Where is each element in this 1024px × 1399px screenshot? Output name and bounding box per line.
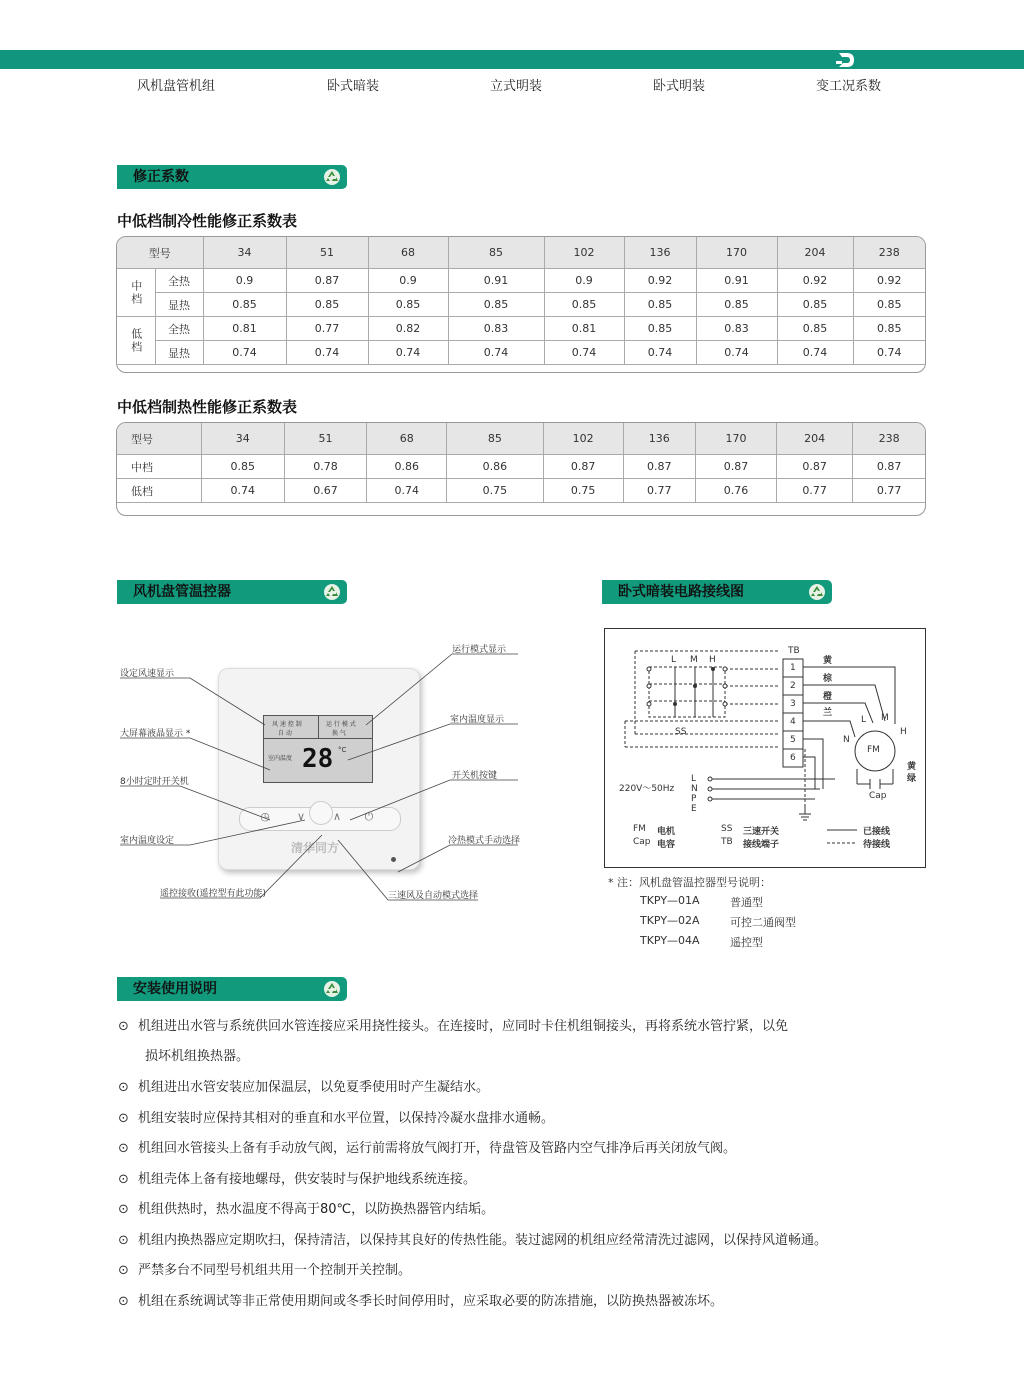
model-cell: 34 (203, 237, 286, 269)
cell: 0.85 (777, 317, 853, 341)
bullet-icon: ⊙ (118, 1111, 129, 1126)
cell: 0.74 (368, 341, 448, 365)
cell: 0.81 (203, 317, 286, 341)
power-label: 220V～50Hz (619, 784, 675, 794)
cooling-table-title: 中低档制冷性能修正系数表 (117, 212, 298, 230)
table-header-row (117, 423, 925, 455)
bullet-icon: ⊙ (118, 1172, 129, 1187)
list-item (145, 1045, 249, 1064)
cell: 0.74 (544, 341, 624, 365)
model-note-title: * 注：风机盘管温控器型号说明： (608, 876, 771, 889)
table-row (117, 293, 925, 317)
callout-fan-speed: 设定风速显示 (120, 669, 175, 679)
section-header-wiring (602, 580, 832, 604)
ss-label: SS (675, 727, 687, 737)
lcd-mode-label: 运 行 模 式 (326, 721, 356, 728)
list-item (118, 1137, 736, 1156)
callout-set-temp: 室内温度设定 (120, 836, 175, 846)
cell: 0.74 (624, 341, 696, 365)
cell: 0.75 (543, 479, 623, 503)
bullet-icon: ⊙ (118, 1294, 129, 1309)
cell: 0.92 (777, 269, 853, 293)
cell: 0.77 (853, 479, 925, 503)
recycle-icon (323, 583, 341, 601)
callout-mode-display: 运行模式显示 (452, 645, 507, 655)
model-cell: 204 (777, 237, 853, 269)
legend-ss-name: 三速开关 (743, 827, 780, 837)
nav-item-horizontal-concealed[interactable]: 卧式暗装 (327, 79, 380, 94)
model-cell: 68 (368, 237, 448, 269)
group-label-mid: 中档 (117, 269, 155, 317)
model-code-2: TKPY—02A (640, 914, 700, 927)
legend-fm: FM (633, 824, 646, 834)
cell: 0.87 (286, 269, 368, 293)
list-item (118, 1107, 554, 1126)
wire-color-blue: 兰 (823, 708, 833, 718)
power-line-l: L (691, 774, 697, 784)
brand-logo-icon (836, 50, 856, 69)
model-desc-2: 可控二通阀型 (730, 916, 796, 929)
list-item-text: 机组安装时应保持其相对的垂直和水平位置，以保持冷凝水盘排水通畅。 (138, 1111, 555, 1126)
cell: 0.74 (777, 341, 853, 365)
cell: 0.9 (544, 269, 624, 293)
cell: 0.85 (853, 317, 925, 341)
cell: 0.74 (286, 341, 368, 365)
heating-table-title: 中低档制热性能修正系数表 (117, 398, 298, 416)
cell: 0.74 (696, 341, 777, 365)
cap-label: Cap (869, 791, 887, 801)
list-item (118, 1015, 788, 1034)
cell: 0.74 (367, 479, 447, 503)
list-item (118, 1076, 489, 1095)
timer-button[interactable]: ◷ (260, 810, 270, 823)
cell: 0.87 (695, 455, 776, 479)
power-line-e: E (691, 804, 697, 814)
bullet-icon: ⊙ (118, 1019, 129, 1034)
cell: 0.77 (286, 317, 368, 341)
cell: 0.82 (368, 317, 448, 341)
table-row (117, 455, 925, 479)
cooling-table (116, 236, 926, 373)
cell: 0.74 (203, 341, 286, 365)
cell: 0.74 (201, 479, 284, 503)
cell: 0.85 (696, 293, 777, 317)
list-item-text: 机组在系统调试等非正常使用期间或冬季长时间停用时，应采取必要的防冻措施，以防换热器被冻坏。 (138, 1294, 724, 1309)
cell: 0.86 (367, 455, 447, 479)
cell: 0.92 (853, 269, 925, 293)
recycle-icon (323, 168, 341, 186)
bullet-icon: ⊙ (118, 1233, 129, 1248)
list-item-text: 机组供热时，热水温度不得高于80℃，以防换热器管内结垢。 (138, 1202, 495, 1217)
list-item-text: 损坏机组换热器。 (145, 1049, 250, 1064)
model-cell: 136 (624, 237, 696, 269)
row-label: 中档 (117, 455, 201, 479)
model-desc-1: 普通型 (730, 896, 763, 909)
model-cell: 51 (284, 423, 366, 455)
model-header: 型号 (117, 423, 201, 455)
list-item (118, 1198, 494, 1217)
bullet-icon: ⊙ (118, 1141, 129, 1156)
terminal-3: 3 (790, 699, 796, 709)
cell: 0.85 (286, 293, 368, 317)
section-title: 安装使用说明 (133, 981, 217, 997)
model-cell: 136 (623, 423, 695, 455)
section-title: 修正系数 (133, 169, 189, 185)
list-item-text: 机组进出水管安装应加保温层，以免夏季使用时产生凝结水。 (138, 1080, 490, 1095)
callout-three-speed: 三速风及自动模式选择 (388, 891, 479, 901)
cell: 0.81 (544, 317, 624, 341)
temp-up-button[interactable]: ∧ (332, 810, 342, 823)
switch-label-h: H (709, 655, 716, 665)
legend-tb: TB (721, 837, 733, 847)
section-header-thermostat (117, 580, 347, 604)
model-cell: 68 (367, 423, 447, 455)
model-cell: 102 (543, 423, 623, 455)
nav-item-variable-conditions[interactable]: 变工况系数 (816, 79, 882, 94)
model-cell: 102 (544, 237, 624, 269)
list-item (118, 1259, 411, 1278)
cell: 0.9 (203, 269, 286, 293)
cell: 0.74 (853, 341, 925, 365)
legend-pending: 待接线 (863, 840, 891, 850)
top-banner (0, 50, 1024, 69)
model-cell: 85 (447, 423, 543, 455)
model-cell: 85 (448, 237, 544, 269)
cell: 0.87 (777, 455, 853, 479)
model-cell: 34 (201, 423, 284, 455)
model-cell: 238 (853, 423, 925, 455)
legend-cap-name: 电容 (657, 840, 676, 850)
row-label: 全热 (155, 317, 203, 341)
bullet-icon: ⊙ (118, 1202, 129, 1217)
cell: 0.87 (543, 455, 623, 479)
cell: 0.87 (853, 455, 925, 479)
callout-cool-heat: 冷热模式手动选择 (448, 836, 521, 846)
callout-power-key: 开关机按键 (452, 771, 498, 781)
cell: 0.83 (448, 317, 544, 341)
switch-label-l: L (671, 655, 677, 665)
nav-item-vertical-exposed[interactable]: 立式明装 (490, 79, 543, 94)
section-title: 风机盘管温控器 (133, 584, 231, 600)
cell: 0.85 (624, 317, 696, 341)
terminal-5: 5 (790, 735, 796, 745)
cell: 0.85 (201, 455, 284, 479)
table-row (117, 269, 925, 293)
cell: 0.91 (696, 269, 777, 293)
brand-label: 清华同方 (291, 841, 340, 855)
section-header-install (117, 977, 347, 1001)
table-header-row (117, 237, 925, 269)
switch-label-m: M (690, 655, 698, 665)
list-item-text: 严禁多台不同型号机组共用一个控制开关控制。 (138, 1263, 412, 1278)
callout-remote: 遥控接收(遥控型有此功能) (160, 889, 267, 899)
motor-label: FM (867, 745, 880, 755)
lcd-temperature: 28 (302, 744, 334, 774)
nav-item-fcu[interactable]: 风机盘管机组 (137, 79, 216, 94)
table-row (117, 479, 925, 503)
cell: 0.76 (695, 479, 776, 503)
cell: 0.85 (853, 293, 925, 317)
model-desc-3: 遥控型 (730, 936, 763, 949)
model-cell: 238 (853, 237, 925, 269)
lcd-unit: °C (338, 746, 347, 754)
cell: 0.85 (624, 293, 696, 317)
cell: 0.78 (284, 455, 366, 479)
section-header-correction (117, 165, 347, 189)
heating-table (116, 422, 926, 516)
motor-tap-l: L (861, 715, 867, 725)
cell: 0.91 (448, 269, 544, 293)
terminal-6: 6 (790, 753, 796, 763)
motor-tap-m: M (881, 713, 889, 723)
power-button[interactable]: ⏻ (364, 810, 374, 823)
callout-timer: 8小时定时开关机 (120, 777, 189, 787)
list-item-text: 机组进出水管与系统供回水管连接应采用挠性接头。在连接时，应同时卡住机组铜接头，再将系统水管拧紧，以免 (138, 1019, 789, 1034)
terminal-1: 1 (790, 663, 796, 673)
list-item-text: 机组壳体上备有接地螺母，供安装时与保护地线系统连接。 (138, 1172, 477, 1187)
model-header: 型号 (117, 237, 203, 269)
cell: 0.85 (544, 293, 624, 317)
cell: 0.86 (447, 455, 543, 479)
terminal-2: 2 (790, 681, 796, 691)
ground-wire-color: 黄 绿 (907, 762, 917, 784)
legend-ss: SS (721, 824, 733, 834)
legend-tb-name: 接线端子 (743, 840, 780, 850)
list-item-text: 机组回水管接头上备有手动放气阀，运行前需将放气阀打开，待盘管及管路内空气排净后再关闭放气阀。 (138, 1141, 737, 1156)
cell: 0.74 (448, 341, 544, 365)
wire-color-brown: 棕 (823, 674, 833, 684)
legend-fm-name: 电机 (657, 827, 676, 837)
cell: 0.85 (777, 293, 853, 317)
list-item (118, 1229, 827, 1248)
nav-item-horizontal-exposed[interactable]: 卧式明装 (653, 79, 706, 94)
motor-tap-h: H (900, 727, 907, 737)
lcd-mode-value: 换 气 (332, 730, 346, 737)
wire-color-orange: 橙 (823, 692, 833, 702)
cell: 0.67 (284, 479, 366, 503)
wiring-diagram (604, 628, 926, 868)
model-code-1: TKPY—01A (640, 894, 700, 907)
cell: 0.75 (447, 479, 543, 503)
legend-connected: 已接线 (863, 827, 891, 837)
table-row (117, 341, 925, 365)
list-item (118, 1168, 476, 1187)
bullet-icon: ⊙ (118, 1080, 129, 1095)
recycle-icon (808, 583, 826, 601)
model-cell: 51 (286, 237, 368, 269)
group-label-low: 低档 (117, 317, 155, 365)
model-cell: 170 (695, 423, 776, 455)
motor-tap-n: N (843, 735, 850, 745)
callout-room-temp: 室内温度显示 (450, 715, 505, 725)
cell: 0.9 (368, 269, 448, 293)
callout-lcd: 大屏幕液晶显示 * (120, 729, 191, 739)
row-label: 全热 (155, 269, 203, 293)
model-cell: 170 (696, 237, 777, 269)
cell: 0.85 (368, 293, 448, 317)
lcd-room-label: 室内温度 (268, 755, 293, 762)
cell: 0.85 (203, 293, 286, 317)
section-title: 卧式暗装电路接线图 (618, 584, 744, 600)
lcd-auto-label: 自 动 (278, 730, 292, 737)
cell: 0.77 (623, 479, 695, 503)
tb-label: TB (788, 646, 800, 656)
list-item-text: 机组内换热器应定期吹扫，保持清洁，以保持其良好的传热性能。装过滤网的机组应经常清洗过滤网，以保持风道畅通。 (138, 1233, 828, 1248)
cell: 0.92 (624, 269, 696, 293)
recycle-icon (323, 980, 341, 998)
power-line-p: P (691, 794, 697, 804)
model-code-3: TKPY—04A (640, 934, 700, 947)
row-label: 低档 (117, 479, 201, 503)
row-label: 显热 (155, 293, 203, 317)
row-label: 显热 (155, 341, 203, 365)
table-row (117, 317, 925, 341)
lcd-fan-label: 风 速 控 制 (272, 721, 302, 728)
power-line-n: N (691, 784, 698, 794)
model-cell: 204 (777, 423, 853, 455)
cell: 0.77 (777, 479, 853, 503)
list-item (118, 1290, 723, 1309)
wire-color-yellow: 黄 (823, 656, 833, 666)
legend-cap: Cap (633, 837, 651, 847)
bullet-icon: ⊙ (118, 1263, 129, 1278)
terminal-4: 4 (790, 717, 796, 727)
cell: 0.87 (623, 455, 695, 479)
temp-down-button[interactable]: ∨ (296, 810, 306, 823)
cell: 0.85 (448, 293, 544, 317)
cell: 0.83 (696, 317, 777, 341)
